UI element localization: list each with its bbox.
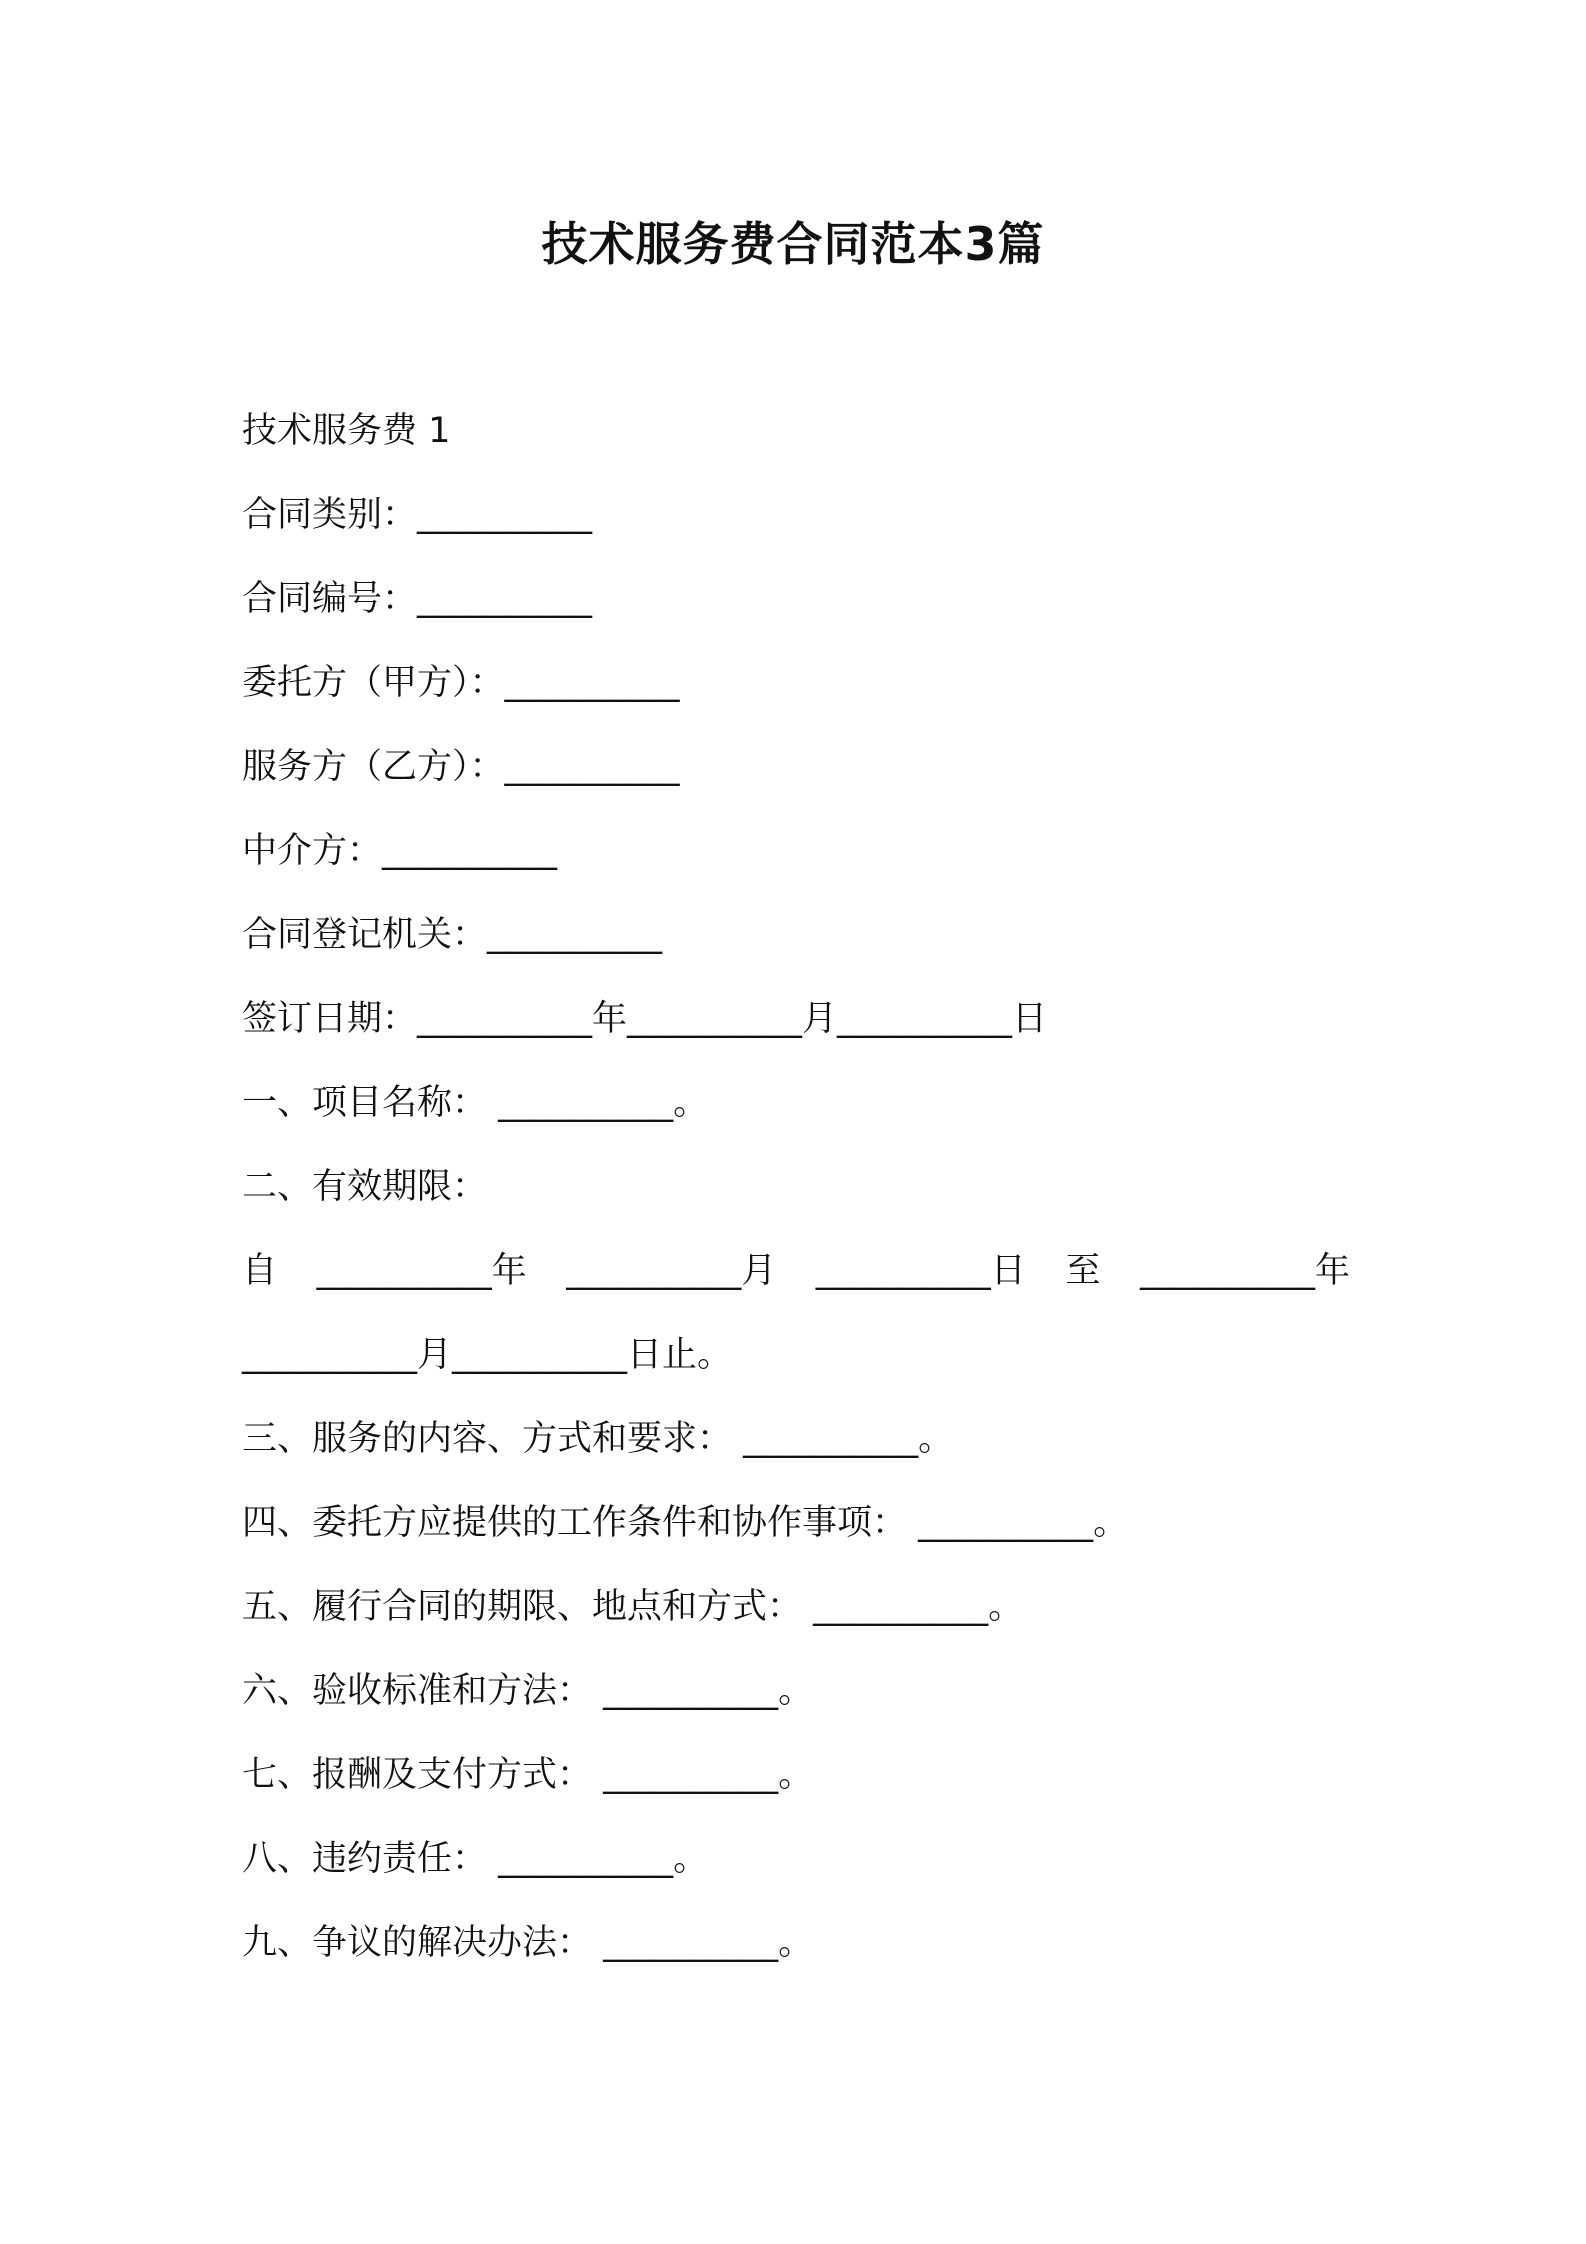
signing-date-line: 签订日期：__________年__________月__________日 [242,999,1048,1039]
period-part: __________年 [1139,1251,1350,1291]
clause-payment: 七、报酬及支付方式： __________。 [242,1755,814,1795]
period-part: __________日 [815,1251,1026,1291]
validity-period-line-2: __________月__________日止。 [242,1335,733,1375]
service-party-line: 服务方（乙方）：__________ [242,747,680,787]
clause-client-conditions: 四、委托方应提供的工作条件和协作事项： __________。 [242,1503,1129,1543]
clause-dispute-resolution: 九、争议的解决办法： __________。 [242,1923,814,1963]
period-part: 至 [1065,1251,1101,1291]
validity-period-line-1 [242,1250,1350,1292]
period-part: 自 [242,1251,278,1291]
intermediary-line: 中介方：__________ [242,831,558,871]
clause-acceptance-standards: 六、验收标准和方法： __________。 [242,1671,814,1711]
document-body [242,410,1352,2006]
clause-project-name: 一、项目名称： __________。 [242,1083,709,1123]
clause-service-content: 三、服务的内容、方式和要求： __________。 [242,1419,954,1459]
clause-liability: 八、违约责任： __________。 [242,1839,709,1879]
client-party-line: 委托方（甲方）：__________ [242,663,680,703]
contract-number-line: 合同编号：__________ [242,579,593,619]
clause-performance-terms: 五、履行合同的期限、地点和方式： __________。 [242,1587,1024,1627]
section-heading: 技术服务费 1 [242,411,451,451]
document-title: 技术服务费合同范本3篇 [541,217,1045,271]
period-part: __________年 [316,1251,527,1291]
clause-validity-period: 二、有效期限： [242,1167,488,1207]
period-part: __________月 [566,1251,777,1291]
registration-authority-line: 合同登记机关：__________ [242,915,663,955]
contract-category-line: 合同类别：__________ [242,495,593,535]
